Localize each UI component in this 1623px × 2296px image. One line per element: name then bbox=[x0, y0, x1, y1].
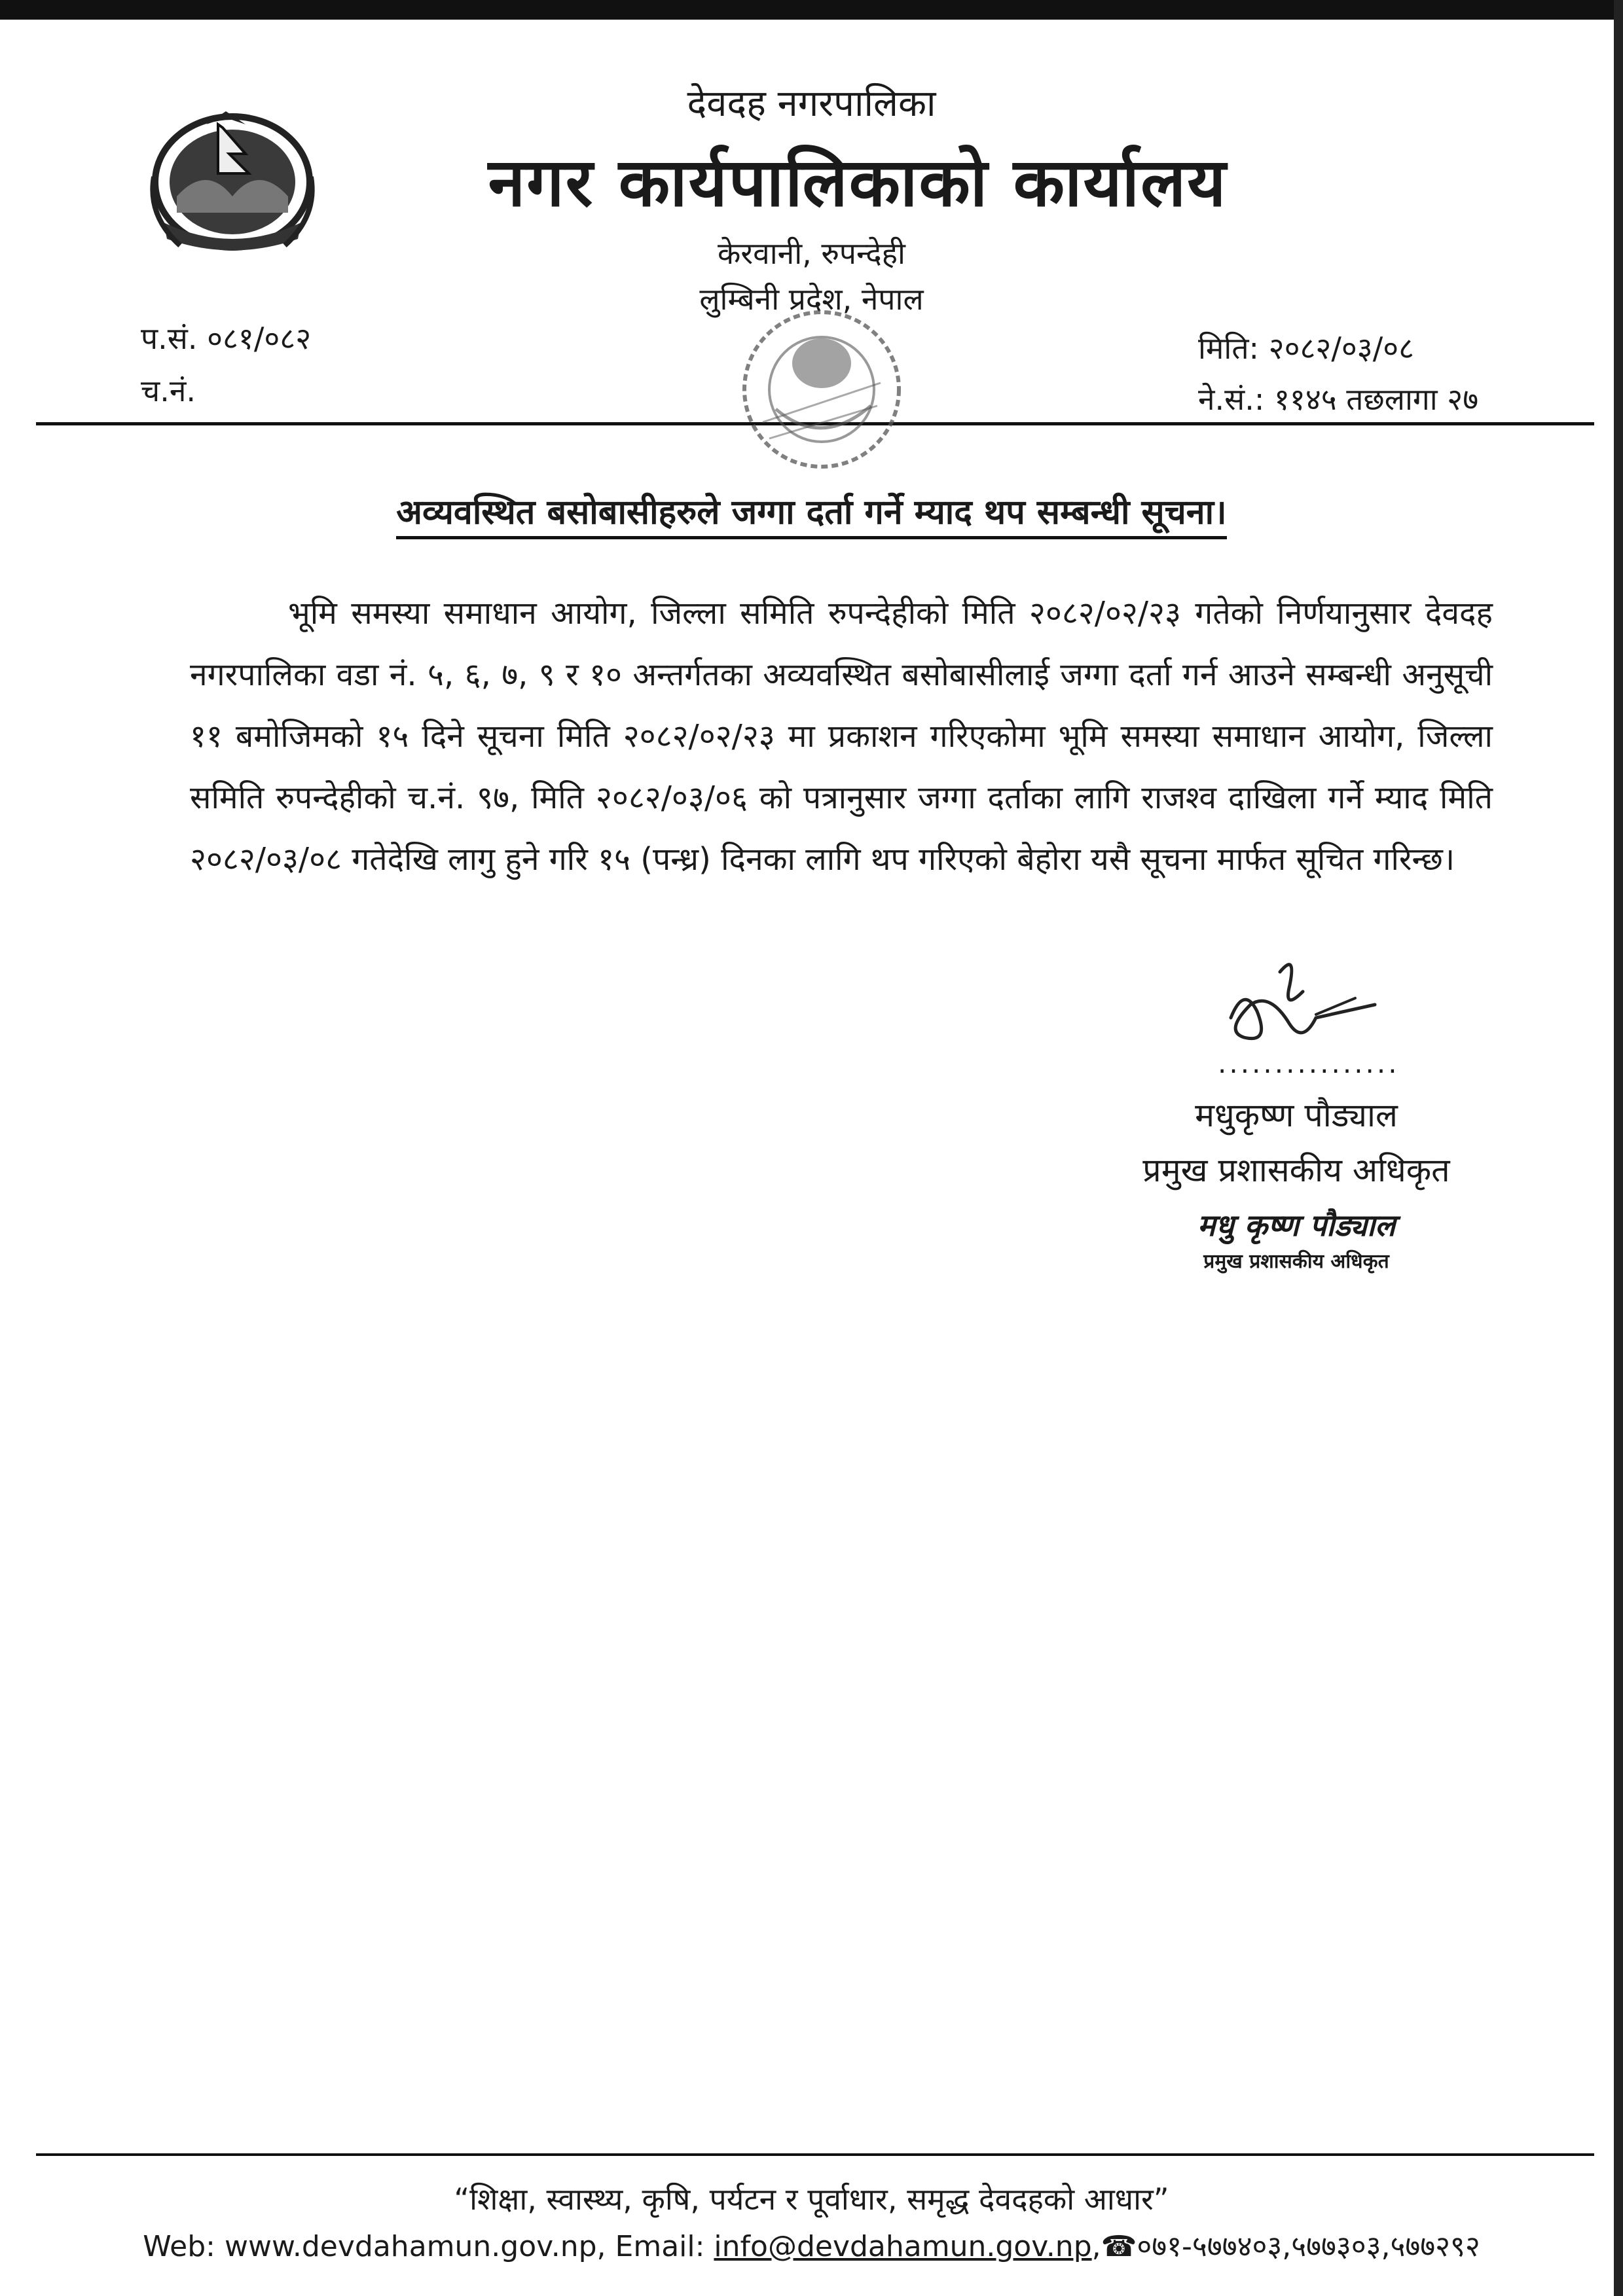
notice-body: भूमि समस्या समाधान आयोग, जिल्ला समिति रुपन्देहीको मिति २०८२/०२/२३ गतेको निर्णयानुसार देवदह नगरपालिका वडा नं. ५, ६, ७, ९ र १० अन्तर्गतका अव्यवस्थित बसोबासीलाई जग्गा दर्ता गर्न आउने सम्बन्धी अनुसूची ११ बमोजिमको १५ दिने सूचना मिति २०८२/०२/२३ मा प्रकाशन गरिएकोमा भूमि समस्या समाधान आयोग, जिल्ला समिति रुपन्देहीको च.नं. ९७, मिति २०८२/०३/०६ को पत्रानुसार जग्गा दर्ताका लागि राजश्व दाखिला गर्ने म्याद मिति २०८२/०३/०८ गतेदेखि लागु हुने गरि १५ (पन्ध्र) दिनका लागि थप गरिएको बेहोरा यसै सूचना मार्फत सूचित गरिन्छ। bbox=[190, 595, 1493, 878]
handwritten-signature-icon bbox=[1218, 933, 1381, 1064]
signatory-title: प्रमुख प्रशासकीय अधिकृत bbox=[1142, 1151, 1450, 1189]
notice-subject bbox=[0, 488, 1623, 534]
office-name: नगर कार्यपालिकाको कार्यालय bbox=[488, 144, 1228, 222]
seal-name: मधु कृष्ण पौड्याल bbox=[1197, 1208, 1396, 1243]
letter-date: मिति: २०८२/०३/०८ bbox=[1198, 331, 1415, 366]
scan-right-edge bbox=[1614, 0, 1623, 2296]
office-stamp-icon bbox=[723, 298, 920, 488]
signature-dots: ................ bbox=[1218, 1047, 1400, 1079]
footer-divider bbox=[36, 2153, 1594, 2156]
nepal-sambat-date: ने.सं.: ११४५ तछलागा २७ bbox=[1198, 382, 1479, 417]
address-line-2: लुम्बिनी प्रदेश, नेपाल bbox=[699, 281, 924, 317]
dispatch-number: च.नं. bbox=[141, 373, 196, 408]
footer-web: Web: www.devdahamun.gov.np, Email: bbox=[143, 2230, 714, 2263]
signatory-name: मधुकृष्ण पौड्याल bbox=[1195, 1096, 1398, 1134]
notice-subject-text: अव्यवस्थित बसोबासीहरुले जग्गा दर्ता गर्ने म्याद थप सम्बन्धी सूचना। bbox=[396, 493, 1227, 539]
footer-email-link[interactable]: info@devdahamun.gov.np bbox=[714, 2230, 1092, 2263]
footer-phone: ,☎०७१-५७७४०३,५७७३०३,५७७२९२ bbox=[1091, 2230, 1480, 2263]
address-line-1: केरवानी, रुपन्देही bbox=[718, 236, 905, 271]
scan-top-edge bbox=[0, 0, 1623, 20]
municipality-name: देवदह नगरपालिका bbox=[687, 82, 936, 125]
seal-title: प्रमुख प्रशासकीय अधिकृत bbox=[1203, 1250, 1389, 1273]
footer-contact bbox=[0, 2225, 1623, 2265]
footer-motto: “शिक्षा, स्वास्थ्य, कृषि, पर्यटन र पूर्वाधार, समृद्ध देवदहको आधार” bbox=[454, 2181, 1169, 2217]
letter-number: प.सं. ०८१/०८२ bbox=[141, 321, 312, 356]
